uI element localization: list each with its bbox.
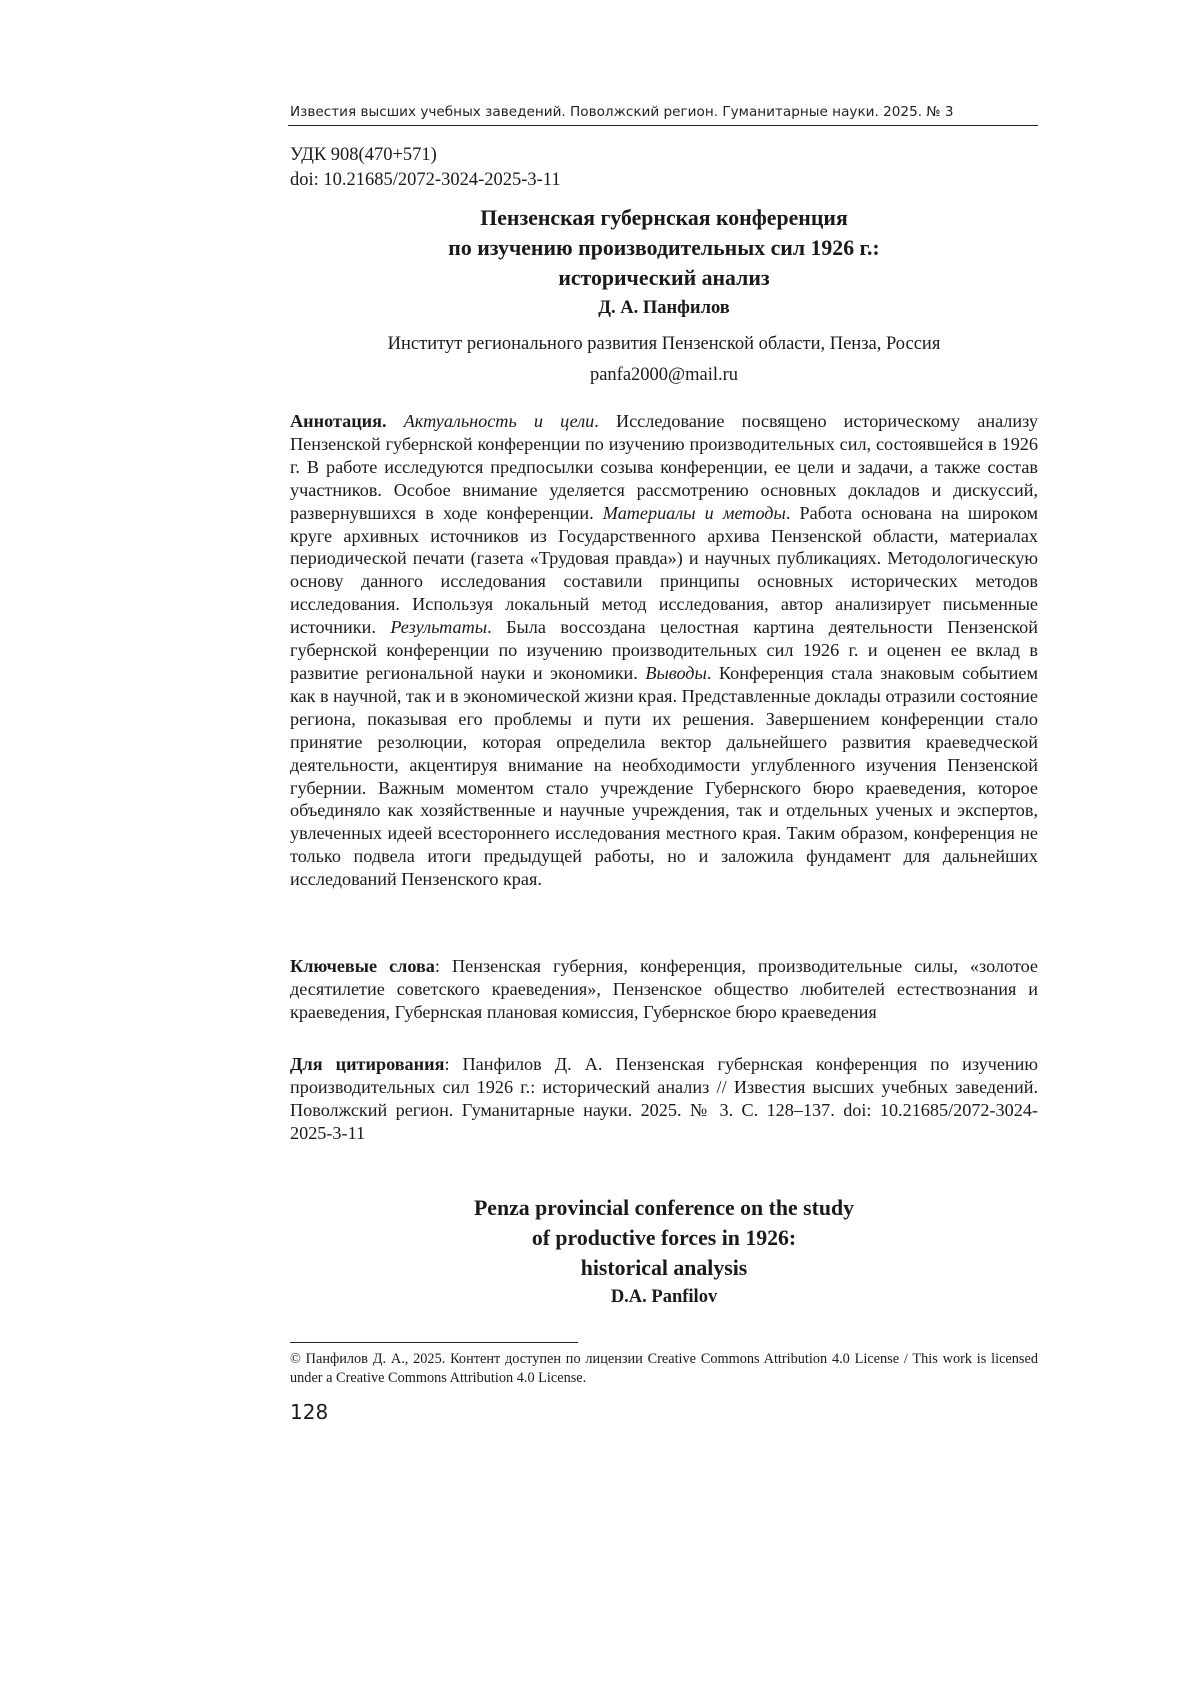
keywords-text: : Пензенская губерния, конференция, производительные силы, «золотое десятилетие советского краеведения», Пензенское общество любителей естествознания и краеведения, Губернская плановая комиссия, Губернское бюро краеведения xyxy=(290,956,1038,1022)
author-affiliation: Институт регионального развития Пензенской области, Пенза, Россия xyxy=(387,334,941,354)
citation-label: Для цитирования xyxy=(290,1054,445,1074)
title-ru-line: исторический анализ xyxy=(558,266,770,290)
citation xyxy=(290,1053,1038,1145)
conclusions-text: . Конференция стала знаковым событием как в научной, так и в экономической жизни края. Представленные доклады отразили состояние региона, показывая его проблемы и пути их решения. Завершением конференции стало принятие резолюции, которая определила вектор дальнейшего развития краеведческой деятельности, акцентируя внимание на необходимости углубленного изучения Пензенской губернии. Важным моментом стало учреждение Губернского бюро краеведения, которое объединяло как хозяйственные и научные учреждения, так и отдельных ученых и экспертов, увлеченных идеей всестороннего исследования местного края. Таким образом, конференция не только подвела итоги предыдущей работы, но и заложила фундамент для дальнейших исследований Пензенского края. xyxy=(290,662,1039,890)
doi: doi: 10.21685/2072-3024-2025-3-11 xyxy=(290,170,561,190)
abstract xyxy=(290,410,1038,891)
header-rule xyxy=(288,125,1038,126)
methods-text: . Работа основана на широком круге архивных источников из Государственного архива Пензенской области, материалах периодической печати (газета «Трудовая правда») и научных публикациях. Методологическую основу данного исследования составили принципы основных исторических методов исследования. Используя локальный метод исследования, автор анализирует письменные источники. xyxy=(290,502,1038,638)
relevance-text: . Исследование посвящено историческому анализу Пензенской губернской конференции по изучению производительных сил, состоявшейся в 1926 г. В работе исследуются предпосылки созыва конференции, ее цели и задачи, а также состав участников. Особое внимание уделяется рассмотрению основных докладов и дискуссий, развернувшихся в ходе конференции. xyxy=(290,411,1039,523)
keywords-label: Ключевые слова xyxy=(290,956,435,976)
conclusions-label: Выводы xyxy=(645,662,707,683)
author-name-en: D.A. Panfilov xyxy=(610,1287,718,1307)
results-label: Результаты xyxy=(390,617,488,638)
article-meta xyxy=(290,143,561,193)
title-en-line: Penza provincial conference on the study xyxy=(473,1196,854,1220)
author-name: Д. А. Панфилов xyxy=(598,298,730,318)
page-number: 128 xyxy=(290,1400,329,1424)
article-title-ru xyxy=(290,203,1038,293)
results-text: . Была воссоздана целостная картина деятельности Пензенской губернской конференции по изучению производительных сил 1926 г. и оценен ее вклад в развитие региональной науки и экономики. xyxy=(290,617,1038,683)
relevance-label: Актуальность и цели xyxy=(403,411,595,431)
article-title-en xyxy=(290,1193,1038,1283)
citation-text: : Панфилов Д. А. Пензенская губернская конференция по изучению производительных сил 1926 г.: исторический анализ // Известия высших учебных заведений. Поволжский регион. Гуманитарные науки. 2025. № 3. С. 128–137. doi: 10.21685/2072-3024-2025-3-11 xyxy=(290,1054,1038,1143)
title-en-line: of productive forces in 1926: xyxy=(531,1226,797,1250)
license-footnote: © Панфилов Д. А., 2025. Контент доступен по лицензии Creative Commons Attribution 4.0 License / This work is licensed under a Creative Commons Attribution 4.0 License. xyxy=(290,1351,1038,1386)
abstract-label: Аннотация. xyxy=(290,411,387,431)
keywords xyxy=(290,955,1038,1024)
title-ru-line: по изучению производительных сил 1926 г.: xyxy=(448,236,880,260)
methods-label: Материалы и методы xyxy=(602,502,786,523)
author-email: panfa2000@mail.ru xyxy=(589,365,739,385)
title-ru-line: Пензенская губернская конференция xyxy=(480,206,848,230)
udk-code: УДК 908(470+571) xyxy=(290,145,437,165)
footnote-rule xyxy=(290,1342,578,1343)
title-en-line: historical analysis xyxy=(580,1256,748,1280)
running-header: Известия высших учебных заведений. Поволжский регион. Гуманитарные науки. 2025. № 3 xyxy=(290,104,954,120)
